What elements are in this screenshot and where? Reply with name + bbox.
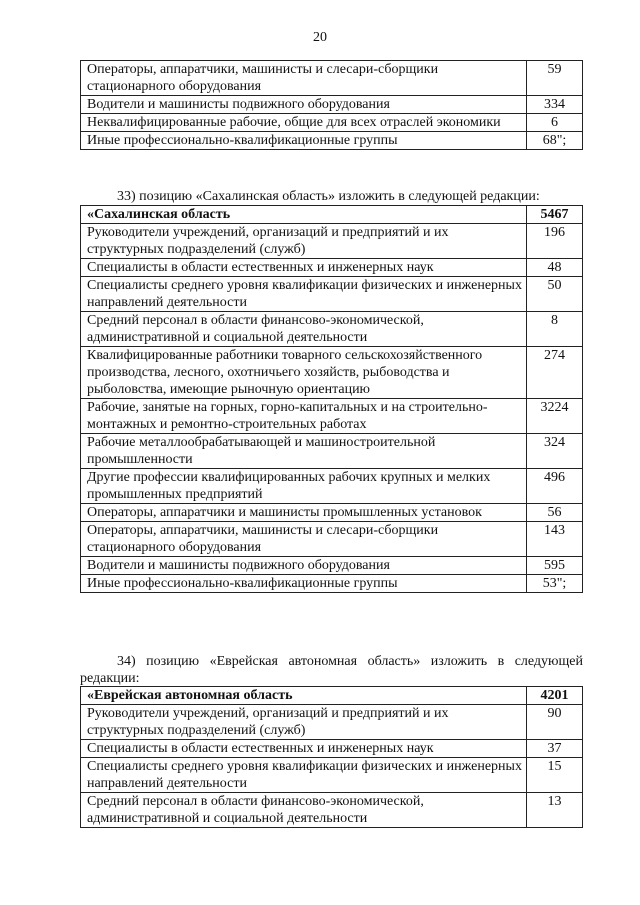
row-value: 595 [527, 557, 583, 575]
row-label: Специалисты среднего уровня квалификации физических и инженерных направлений деятельности [81, 277, 527, 312]
row-label: Водители и машинисты подвижного оборудования [81, 96, 527, 114]
region-total: 4201 [527, 687, 583, 705]
row-label: Иные профессионально-квалификационные группы [81, 575, 527, 593]
row-value: 496 [527, 469, 583, 504]
table-row [81, 793, 583, 828]
row-label: Иные профессионально-квалификационные группы [81, 132, 527, 150]
row-value: 48 [527, 259, 583, 277]
row-value: 37 [527, 740, 583, 758]
table-row [81, 705, 583, 740]
row-value: 324 [527, 434, 583, 469]
table-sakhalin [80, 205, 583, 593]
table-row [81, 434, 583, 469]
row-label: Средний персонал в области финансово-экономической, административной и социальной деятельности [81, 793, 527, 828]
row-value: 50 [527, 277, 583, 312]
row-label: Руководители учреждений, организаций и предприятий и их структурных подразделений (служб) [81, 224, 527, 259]
row-label: Специалисты в области естественных и инженерных наук [81, 259, 527, 277]
table-row [81, 312, 583, 347]
row-label: Неквалифицированные рабочие, общие для всех отраслей экономики [81, 114, 527, 132]
row-value: 68"; [527, 132, 583, 150]
row-label: Специалисты в области естественных и инженерных наук [81, 740, 527, 758]
row-value: 53"; [527, 575, 583, 593]
table-row [81, 114, 583, 132]
table-row [81, 277, 583, 312]
table-header-row [81, 206, 583, 224]
row-value: 334 [527, 96, 583, 114]
page-number: 20 [313, 30, 327, 45]
row-label: Операторы, аппаратчики и машинисты промышленных установок [81, 504, 527, 522]
table-row [81, 224, 583, 259]
table-jewish-ao [80, 686, 583, 828]
row-value: 6 [527, 114, 583, 132]
row-value: 143 [527, 522, 583, 557]
row-value: 15 [527, 758, 583, 793]
table-header-row [81, 687, 583, 705]
row-label: Операторы, аппаратчики, машинисты и слесари-сборщики стационарного оборудования [81, 61, 527, 96]
row-value: 196 [527, 224, 583, 259]
table-row [81, 469, 583, 504]
region-name: «Сахалинская область [81, 206, 527, 224]
table-row [81, 575, 583, 593]
table-row [81, 740, 583, 758]
row-value: 8 [527, 312, 583, 347]
row-value: 59 [527, 61, 583, 96]
row-value: 90 [527, 705, 583, 740]
row-label: Специалисты среднего уровня квалификации физических и инженерных направлений деятельности [81, 758, 527, 793]
row-label: Водители и машинисты подвижного оборудования [81, 557, 527, 575]
row-label: Руководители учреждений, организаций и предприятий и их структурных подразделений (служб) [81, 705, 527, 740]
region-total: 5467 [527, 206, 583, 224]
row-label: Операторы, аппаратчики, машинисты и слесари-сборщики стационарного оборудования [81, 522, 527, 557]
table-row [81, 758, 583, 793]
paragraph-34: 34) позицию «Еврейская автономная область» изложить в следующей редакции: [80, 654, 583, 686]
region-name: «Еврейская автономная область [81, 687, 527, 705]
table-row [81, 399, 583, 434]
row-value: 13 [527, 793, 583, 828]
table-row [81, 522, 583, 557]
row-label: Рабочие, занятые на горных, горно-капитальных и на строительно-монтажных и ремонтно-строительных работах [81, 399, 527, 434]
table-row [81, 96, 583, 114]
table-row [81, 61, 583, 96]
row-value: 56 [527, 504, 583, 522]
table-row [81, 259, 583, 277]
row-value: 274 [527, 347, 583, 399]
table-row [81, 557, 583, 575]
row-label: Квалифицированные работники товарного сельскохозяйственного производства, лесного, охотничьего хозяйств, рыбоводства и рыболовства, имеющие рыночную ориентацию [81, 347, 527, 399]
row-value: 3224 [527, 399, 583, 434]
row-label: Средний персонал в области финансово-экономической, административной и социальной деятельности [81, 312, 527, 347]
row-label: Другие профессии квалифицированных рабочих крупных и мелких промышленных предприятий [81, 469, 527, 504]
table-row [81, 347, 583, 399]
table-row [81, 504, 583, 522]
paragraph-33: 33) позицию «Сахалинская область» изложить в следующей редакции: [117, 189, 540, 204]
table-continuation [80, 60, 583, 150]
row-label: Рабочие металлообрабатывающей и машиностроительной промышленности [81, 434, 527, 469]
table-row [81, 132, 583, 150]
